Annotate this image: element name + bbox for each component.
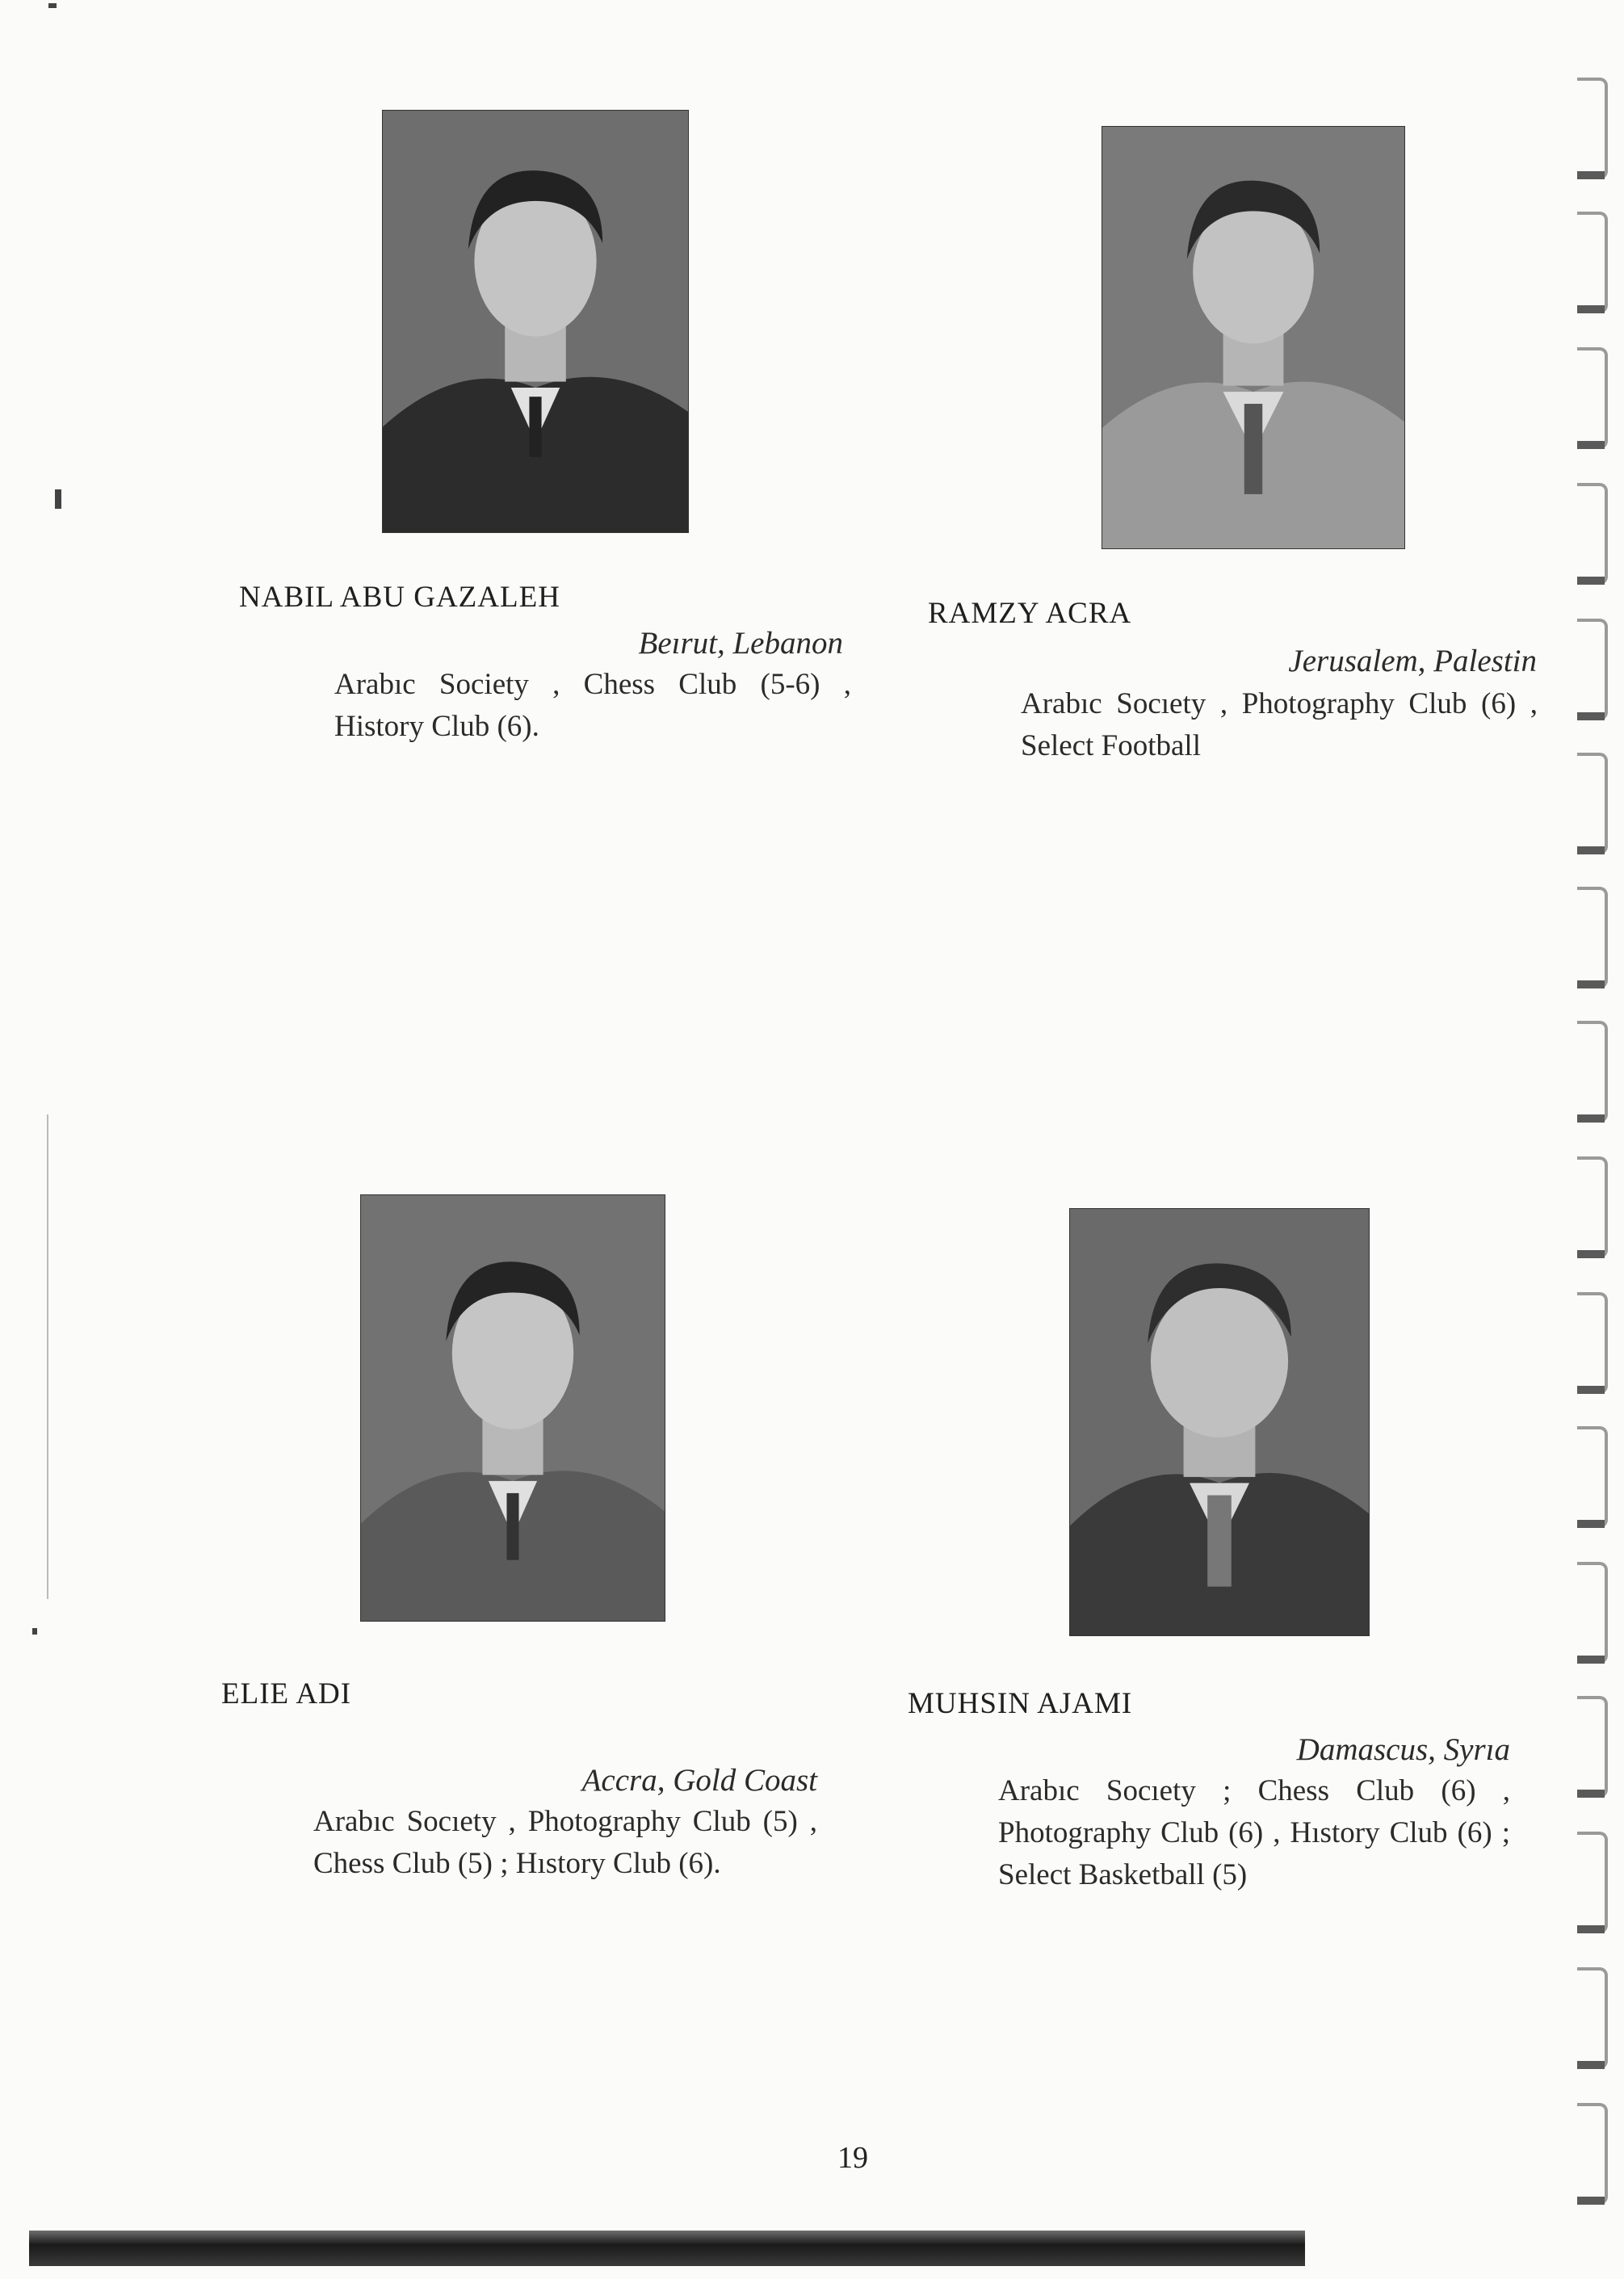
binding-hole (1577, 212, 1608, 313)
binding-hole (1577, 1967, 1608, 2069)
student-name: MUHSIN AJAMI (908, 1687, 1133, 1720)
scan-speck (47, 1114, 48, 1599)
scan-speck (48, 3, 57, 8)
scan-speck (32, 1628, 37, 1635)
binding-hole (1577, 2103, 1608, 2205)
page-number: 19 (837, 2141, 868, 2175)
student-name: ELIE ADI (221, 1677, 352, 1710)
portrait-photo-icon (361, 1195, 665, 1621)
student-activities: Arabıc Society , Chess Club (5-6) , History Club (6). (334, 668, 851, 743)
student-activities: Arabıc Socıety ; Chess Club (6) , Photography Club (6) , Hıstory Club (6) ; Select Basketball (5) (998, 1774, 1510, 1891)
binding-hole (1577, 1021, 1608, 1123)
student-photo (360, 1194, 665, 1622)
binding-hole (1577, 1832, 1608, 1933)
portrait-photo-icon (1102, 127, 1404, 548)
student-photo (1102, 126, 1405, 549)
portrait-photo-icon (1070, 1209, 1369, 1635)
student-activities: Arabıc Socıety , Photography Club (5) , Chess Club (5) ; Hıstory Club (6). (313, 1805, 817, 1880)
portrait-photo-icon (383, 111, 688, 532)
binding-hole (1577, 347, 1608, 449)
student-name: RAMZY ACRA (928, 597, 1132, 630)
student-photo (382, 110, 689, 533)
student-name: NABIL ABU GAZALEH (239, 581, 560, 614)
scan-speck (55, 489, 61, 509)
binding-hole (1577, 1426, 1608, 1528)
binding-hole (1577, 887, 1608, 988)
binding-hole (1577, 1562, 1608, 1664)
student-hometown: Jerusalem, Palestin (1288, 644, 1537, 678)
student-hometown: Damascus, Syrıa (1296, 1732, 1510, 1767)
scan-edge-shadow (29, 2231, 1305, 2266)
student-hometown: Beırut, Lebanon (638, 626, 843, 661)
binding-hole (1577, 1696, 1608, 1798)
student-photo (1069, 1208, 1370, 1636)
binding-hole (1577, 1156, 1608, 1258)
binding-hole (1577, 78, 1608, 179)
student-activities: Arabıc Socıety , Photography Club (6) , Select Football (1021, 687, 1538, 762)
binding-hole (1577, 1292, 1608, 1394)
binding-hole (1577, 753, 1608, 854)
binding-hole (1577, 483, 1608, 585)
binding-hole (1577, 619, 1608, 720)
student-hometown: Accra, Gold Coast (581, 1763, 817, 1798)
